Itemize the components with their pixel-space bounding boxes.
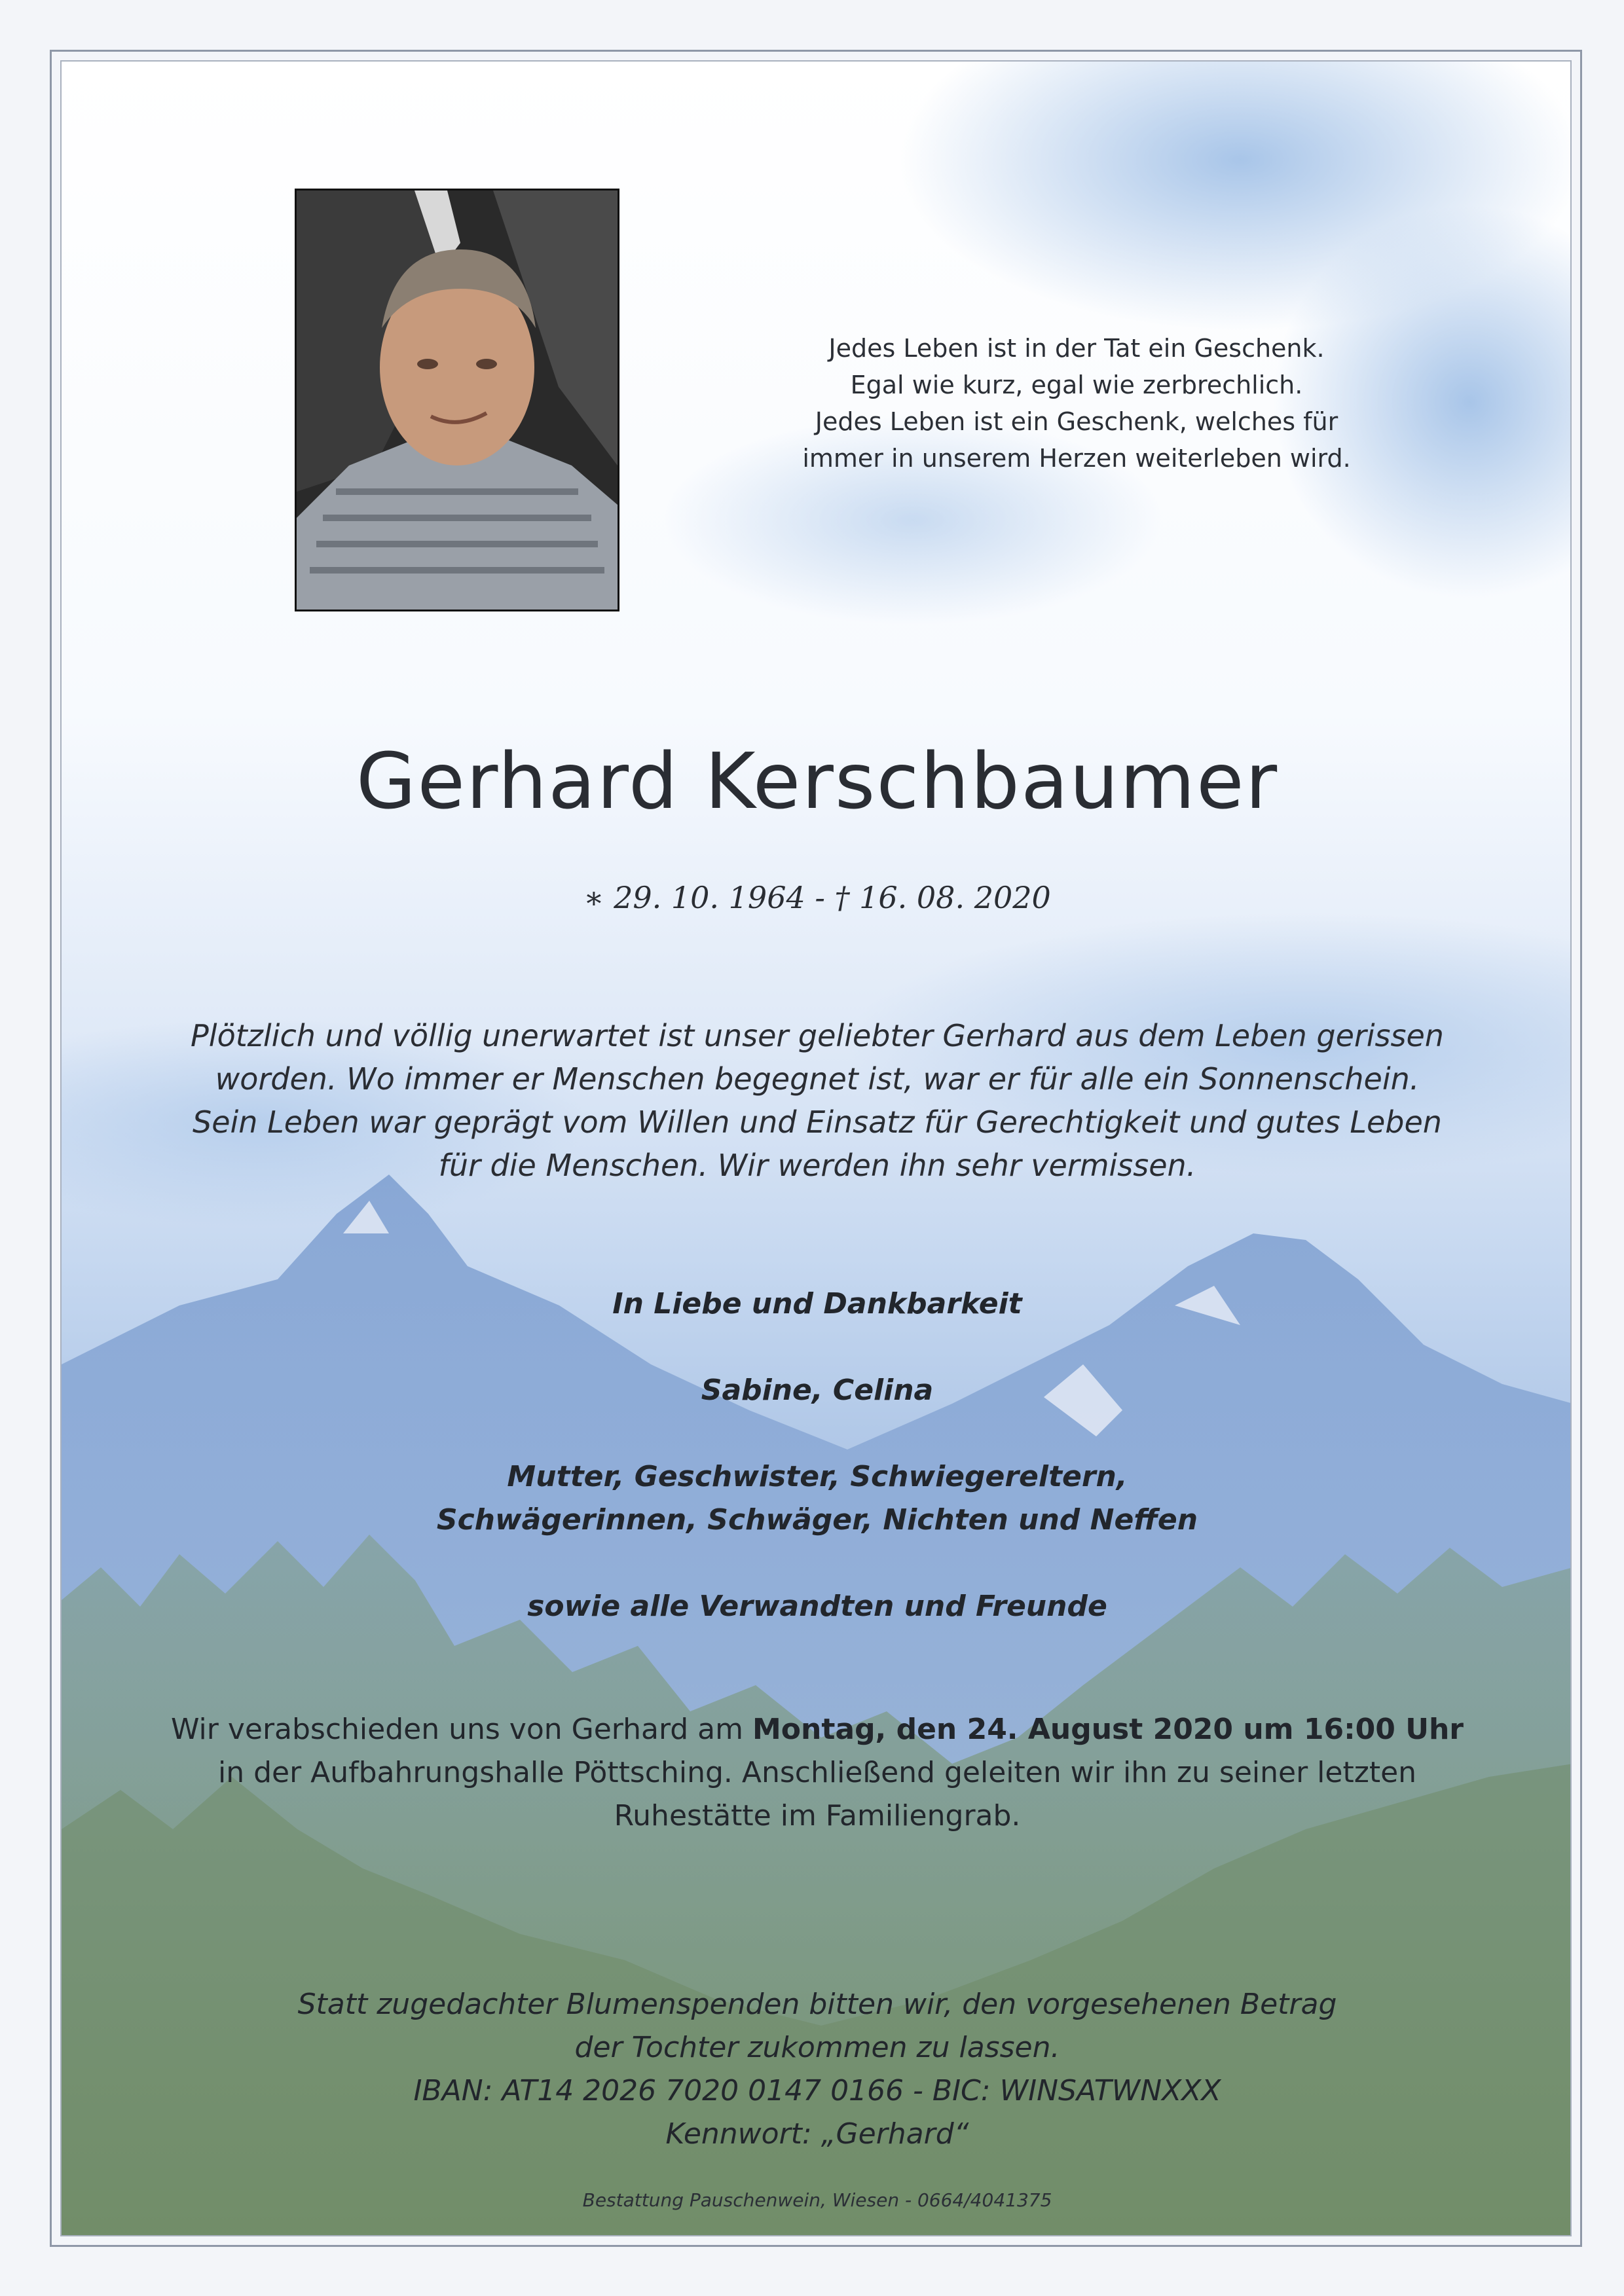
mourners-list [62, 1283, 1572, 1628]
donation-request [62, 1983, 1572, 2156]
donation-keyword: Kennwort: „Gerhard“ [665, 2117, 969, 2151]
donation-line: Statt zugedachter Blumenspenden bitten wir, den vorgesehenen Betrag [297, 1988, 1337, 2021]
funeral-location: in der Aufbahrungshalle Pöttsching. Anschließend geleiten wir ihn zu seiner letzten [217, 1756, 1417, 1789]
tribute-line: für die Menschen. Wir werden ihn sehr vermissen. [438, 1148, 1196, 1183]
quote-line: Jedes Leben ist ein Geschenk, welches für [815, 407, 1338, 436]
mourners-intro: In Liebe und Dankbarkeit [612, 1287, 1022, 1321]
quote-line: immer in unserem Herzen weiterleben wird. [802, 444, 1351, 473]
deceased-name: Gerhard Kerschbaumer [356, 736, 1279, 826]
funeral-intro: Wir verabschieden uns von Gerhard am [171, 1713, 752, 1746]
tribute-line: Sein Leben war geprägt vom Willen und Einsatz für Gerechtigkeit und gutes Leben [193, 1104, 1442, 1140]
mourners-relatives: Schwägerinnen, Schwäger, Nichten und Neffen [436, 1503, 1198, 1537]
quote-line: Egal wie kurz, egal wie zerbrechlich. [850, 371, 1303, 399]
obituary-card [60, 60, 1572, 2236]
funeral-details [127, 1708, 1507, 1838]
mourners-others: sowie alle Verwandten und Freunde [527, 1590, 1107, 1623]
portrait-illustration [297, 191, 618, 610]
quote-line: Jedes Leben ist in der Tat ein Geschenk. [828, 334, 1325, 363]
tribute-line: worden. Wo immer er Menschen begegnet ist, war er für alle ein Sonnenschein. [215, 1061, 1420, 1097]
portrait-photo [295, 189, 619, 611]
tribute-line: Plötzlich und völlig unerwartet ist unser geliebter Gerhard aus dem Leben gerissen [191, 1018, 1444, 1053]
donation-bank-details: IBAN: AT14 2026 7020 0147 0166 - BIC: WINSATWNXXX [413, 2074, 1221, 2107]
funeral-burial: Ruhestätte im Familiengrab. [614, 1799, 1021, 1832]
funeral-date-time: Montag, den 24. August 2020 um 16:00 Uhr [752, 1713, 1464, 1746]
mourners-relatives: Mutter, Geschwister, Schwiegereltern, [507, 1460, 1128, 1493]
donation-line: der Tochter zukommen zu lassen. [574, 2031, 1060, 2064]
mourners-closest: Sabine, Celina [701, 1374, 934, 1407]
life-dates: ∗ 29. 10. 1964 - † 16. 08. 2020 [583, 880, 1051, 915]
memorial-quote [749, 330, 1404, 477]
funeral-home-footer: Bestattung Pauschenwein, Wiesen - 0664/4041375 [582, 2189, 1052, 2211]
tribute-text [160, 1014, 1475, 1187]
